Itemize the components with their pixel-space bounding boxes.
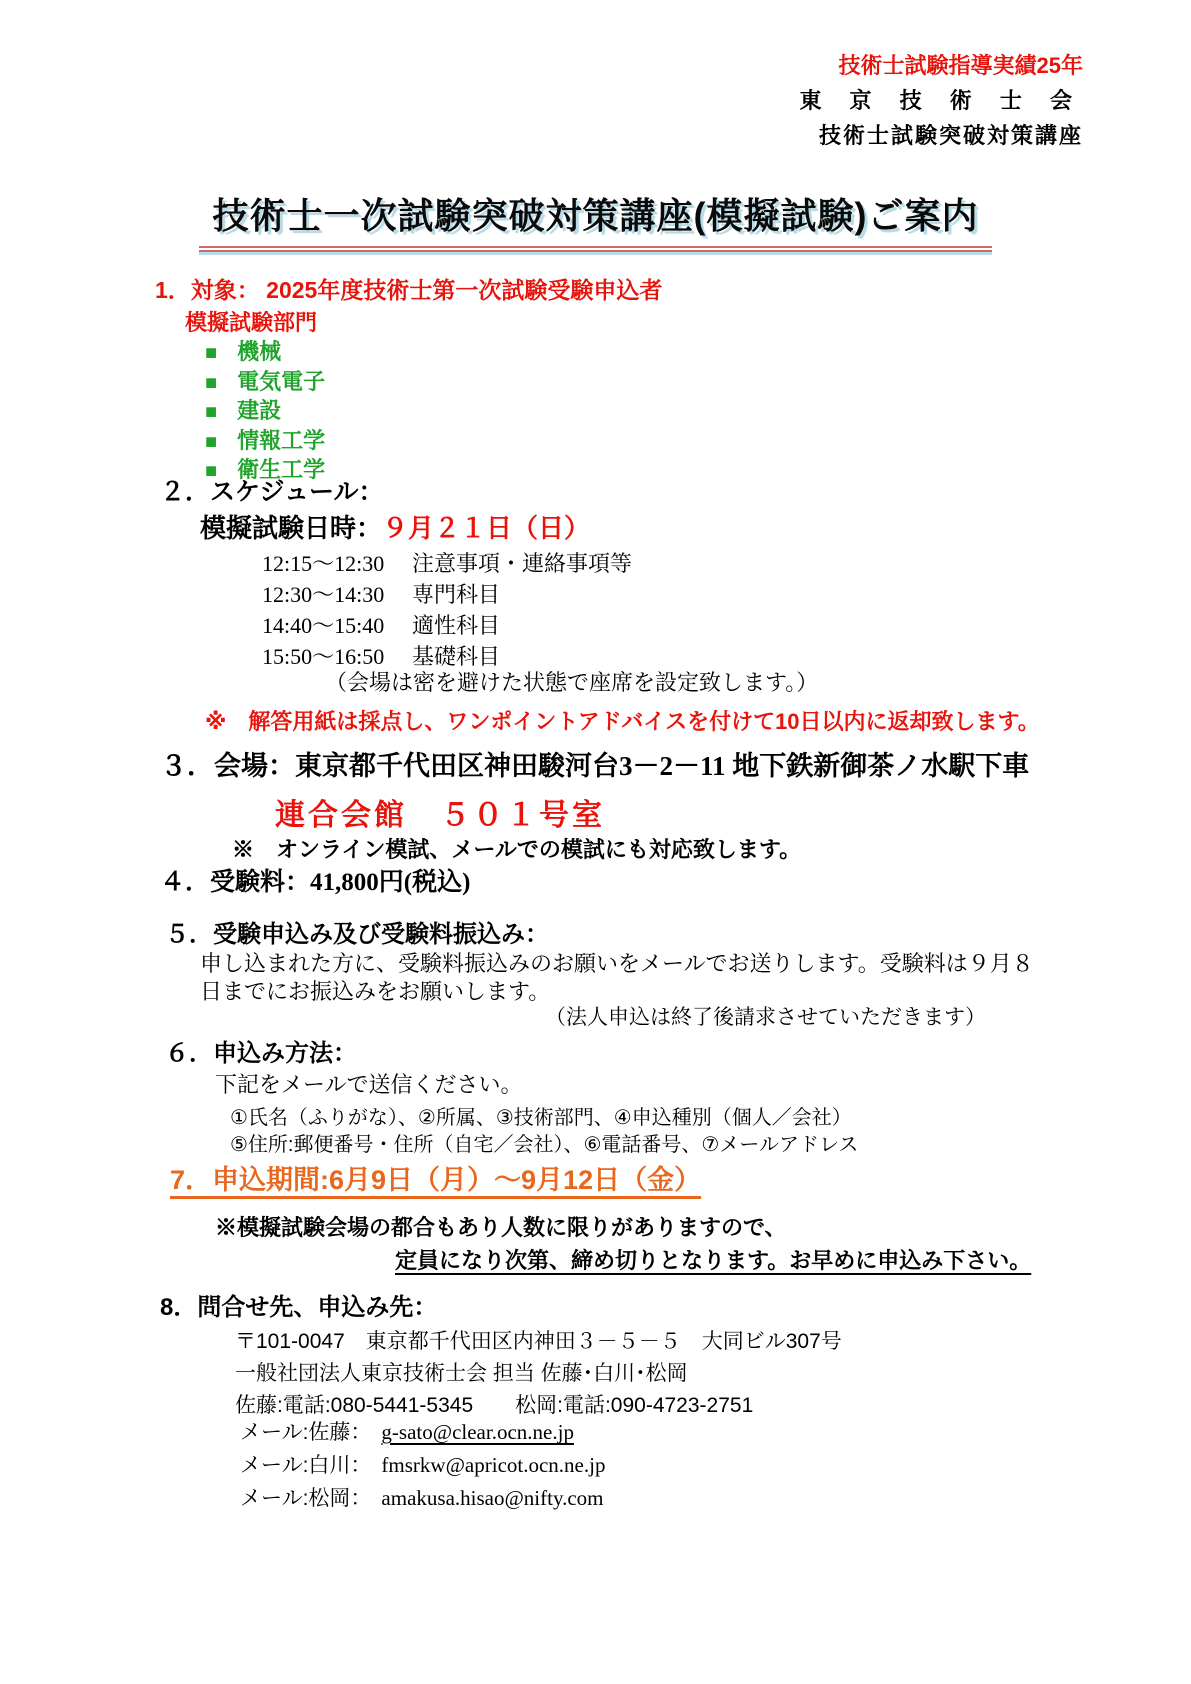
application-instruction: 下記をメールで送信ください。 [215,1072,523,1097]
section-5-heading: ５．受験申込み及び受験料振込み： [165,921,549,948]
header-organization-name: 東 京 技 術 士 会 [799,88,1083,113]
schedule-time: 15:50～16:50 [262,644,385,669]
online-exam-note: ※ オンライン模試、メールでの模試にも対応致します。 [232,837,802,862]
section-1-heading: 1．対象： 2025年度技術士第一次試験受験申込者 [155,277,663,303]
contact-email-row [240,1449,605,1482]
payment-instructions-line1: 申し込まれた方に、受験料振込みのお願いをメールでお送りします。受験料は９月８ [200,951,1034,976]
department-list [205,338,325,486]
department-label: 機械 [237,339,282,364]
section-6-heading: ６．申込み方法： [165,1040,357,1067]
contact-address-block [235,1326,842,1422]
section-4-heading [160,862,470,898]
department-label: 衛生工学 [237,457,326,482]
schedule-row [262,579,632,610]
application-items-line1: ①氏名（ふりがな）、②所属、③技術部門、④申込種別（個人／会社） [230,1107,852,1129]
grading-return-note: ※ 解答用紙は採点し、ワンポイントアドバイスを付けて10日以内に返却致します。 [205,709,1040,734]
department-label: 建設 [237,398,282,423]
venue-seating-note: （会場は密を避けた状態で座席を設定致します。） [325,670,819,695]
schedule-row [262,610,632,641]
square-bullet-icon: ■ [205,401,218,423]
capacity-note-line2: 定員になり次第、締め切りとなります。お早めに申込み下さい。 [395,1248,1032,1273]
email-label: メール:白川： [240,1454,372,1477]
square-bullet-icon: ■ [205,460,218,482]
contact-organization: 一般社団法人東京技術士会 担当 佐藤･白川･松岡 [235,1362,688,1385]
schedule-time: 12:30～14:30 [262,582,385,607]
schedule-row [262,548,632,579]
department-item [205,427,325,457]
exam-date-label: 模擬試験日時： [200,513,383,543]
application-items [230,1105,858,1159]
title-block [0,188,1191,252]
section-1-subheading: 模擬試験部門 [185,310,318,335]
payment-instructions-line2: 日までにお振込みをお願いします。 [200,979,551,1004]
section-7-heading: 7．申込期間:6月9日（月）～9月12日（金） [170,1165,702,1195]
fee-label: ４．受験料： [160,868,311,896]
department-label: 情報工学 [237,427,326,453]
section-3-heading [160,744,1029,783]
venue-address: 東京都千代田区神田駿河台3－2－11 地下鉄新御茶ノ水駅下車 [295,751,1030,781]
contact-phones: 佐藤:電話:080-5441-5345 松岡:電話:090-4723-2751 [235,1394,754,1417]
contact-email-row [240,1416,605,1449]
email-label: メール:松岡： [240,1487,372,1510]
capacity-note-line1: ※模擬試験会場の都合もあり人数に限りがありますので、 [215,1215,787,1240]
email-label: メール:佐藤： [240,1421,372,1444]
schedule-table [262,548,632,672]
venue-label: ３．会場： [160,751,295,781]
department-item [205,397,325,427]
department-item [205,368,325,398]
email-address: fmsrkw@apricot.ocn.ne.jp [381,1453,606,1477]
header-course-name: 技術士試験突破対策講座 [818,123,1083,148]
schedule-subject: 適性科目 [412,613,501,638]
document-header [799,48,1083,153]
square-bullet-icon: ■ [205,342,218,364]
schedule-subject: 基礎科目 [412,644,501,669]
application-items-line2: ⑤住所:郵便番号・住所（自宅／会社）、⑥電話番号、⑦メールアドレス [230,1134,859,1156]
department-item [205,338,325,368]
department-label: 電気電子 [237,368,326,394]
schedule-time: 12:15～12:30 [262,551,385,576]
schedule-time: 14:40～15:40 [262,613,385,638]
contact-postal-address: 〒101-0047 東京都千代田区内神田３－５－５ 大同ビル307号 [235,1330,842,1353]
section-8-heading: 8．問合せ先、申込み先： [160,1294,438,1321]
square-bullet-icon: ■ [205,371,218,394]
email-link[interactable]: g-sato@clear.ocn.ne.jp [381,1420,574,1444]
schedule-subject: 注意事項・連絡事項等 [412,551,633,576]
schedule-subject: 専門科目 [412,582,501,607]
email-address: amakusa.hisao@nifty.com [381,1486,604,1510]
section-2-heading: ２．スケジュール： [160,478,384,506]
venue-room: 連合会館 ５０１号室 [275,799,605,832]
payment-instructions [200,950,1034,1006]
page-title: 技術士一次試験突破対策講座(模擬試験)ご案内 [199,188,993,252]
square-bullet-icon: ■ [205,430,218,453]
exam-date-line [200,508,590,545]
fee-value: 41,800円(税込) [310,869,471,896]
exam-date-value: ９月２１日（日） [382,513,591,543]
contact-email-row [240,1482,605,1515]
header-achievement-line: 技術士試験指導実績25年 [838,53,1083,78]
corporate-billing-note: （法人申込は終了後請求させていただきます） [545,1005,986,1029]
contact-email-list [240,1416,605,1515]
